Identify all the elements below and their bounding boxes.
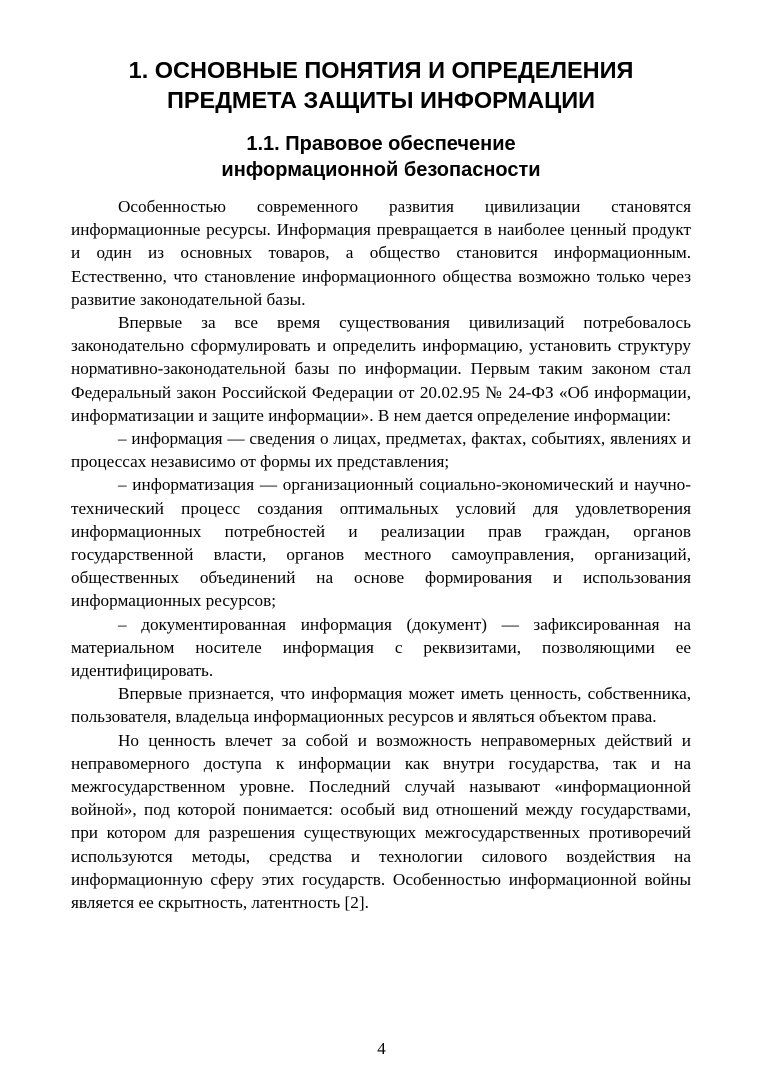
definition-informatization: – информатизация — организационный социально-экономический и научно-технический процесс создания оптимальных условий для удовлетворения информационных потребностей и реализации прав граждан, органов государственной власти, органов местного самоуправления, организаций, общественных объединений на основе формирования и использования информационных ресурсов;: [71, 475, 691, 611]
section-title-line-2: информационной безопасности: [221, 159, 541, 181]
section-title-line-1: 1.1. Правовое обеспечение: [246, 133, 516, 155]
definition-documented-information: – документированная информация (документ) — зафиксированная на материальном носителе информация с реквизитами, позволяющими ее идентифицировать.: [71, 614, 691, 681]
page-content: [71, 52, 691, 914]
chapter-title: [71, 52, 691, 115]
paragraph-law: Впервые за все время существования цивилизаций потребовалось законодательно сформулировать и определить информацию, установить структуру нормативно-законодательной базы по информации. Первым таким законом стал Федеральный закон Российской Федерации от 20.02.95 № 24-ФЗ «Об информации, информатизации и защите информации». В нем дается определение информации:: [71, 313, 691, 425]
paragraph-value: Впервые признается, что информация может иметь ценность, собственника, пользователя, владельца информационных ресурсов и являться объектом права.: [71, 684, 691, 727]
chapter-title-line-1: 1. ОСНОВНЫЕ ПОНЯТИЯ И ОПРЕДЕЛЕНИЯ: [128, 57, 634, 83]
paragraph-intro: Особенностью современного развития цивилизации становятся информационные ресурсы. Информация превращается в наиболее ценный продукт и один из основных товаров, а общество становится информационным. Естественно, что становление информационного общества возможно только через развитие законодательной базы.: [71, 197, 691, 309]
paragraph-information-war: Но ценность влечет за собой и возможность неправомерных действий и неправомерного доступа к информации как внутри государства, так и на межгосударственном уровне. Последний случай называют «информационной войной», под которой понимается: особый вид отношений между государствами, при котором для разрешения существующих межгосударственных противоречий используются методы, средства и технологии силового воздействия на информационную сферу этих государств. Особенностью информационной войны является ее скрытность, латентность [2].: [71, 730, 691, 913]
section-title: [71, 115, 691, 183]
definition-information: – информация — сведения о лицах, предметах, фактах, событиях, явлениях и процессах независимо от формы их представления;: [71, 429, 691, 472]
page-number: 4: [377, 1039, 386, 1058]
chapter-title-line-2: ПРЕДМЕТА ЗАЩИТЫ ИНФОРМАЦИИ: [166, 87, 596, 113]
